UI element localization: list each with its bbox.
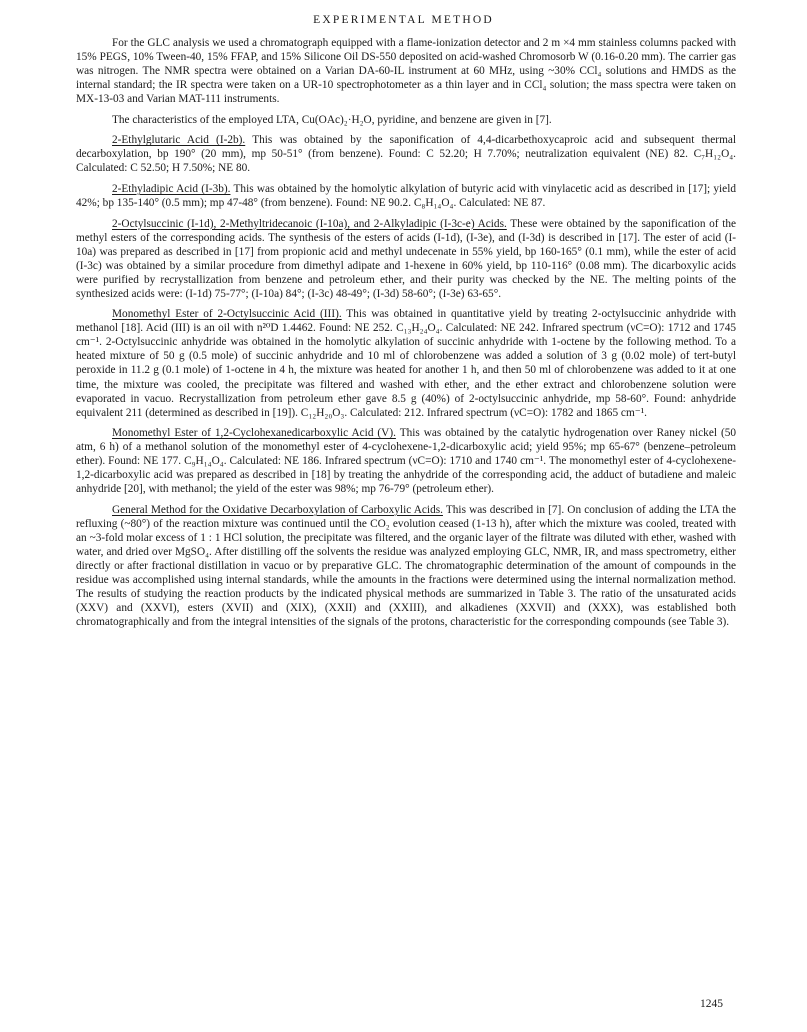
paragraph-title: 2-Ethylglutaric Acid (I-2b).	[112, 134, 246, 147]
paragraph-text: The characteristics of the employed LTA, Cu(OAc)₂·H₂O, pyridine, and benzene are given in [7].	[112, 113, 552, 126]
paragraph-glc-analysis	[76, 36, 736, 106]
paragraph-monomethyl-ester-cyclohexane	[76, 426, 736, 496]
paragraph-text: This was obtained by the saponification of 4,4-dicarbethoxycaproic acid and subsequent thermal decarboxylation, bp 190° (20 mm), mp 50-51° (from benzene). Found: C 52.20; H 7.70%; neutralization equivalent (NE) 82. C₇H₁₂O₄. Calculated: C 52.50; H 7.50%; NE 80.	[76, 134, 737, 175]
section-heading: EXPERIMENTAL METHOD	[313, 14, 494, 26]
paragraph-title: Monomethyl Ester of 1,2-Cyclohexanedicarboxylic Acid (V).	[112, 427, 396, 440]
paragraph-title: 2-Ethyladipic Acid (I-3b).	[112, 182, 231, 195]
paragraph-title: 2-Octylsuccinic (I-1d), 2-Methyltridecanoic (I-10a), and 2-Alkyladipic (I-3c-e) Acids.	[112, 217, 507, 230]
paragraph-text: This was described in [7]. On conclusion of adding the LTA the refluxing (~80°) of the reaction mixture was continued until the CO₂ evolution ceased (1-13 h), after which the mixture was cooled, treated with an ~3-fold molar excess of 1 : 1 HCl solution, the precipitate was filtered, and the organic layer of the filtrate was diluted with ether, washed with water, and dried over MgSO₄. After distilling off the solvents the residue was analyzed employing GLC, NMR, IR, and mass spectrometry, either directly or after fractional distillation in vacuo or by preparative GLC. The chromatographic determination of the amount of compounds in the residue was accomplished using internal standards, while the amounts in the fractions were determined using the internal normalization method. The results of studying the reaction products by the indicated physical methods are summarized in Table 3. The ratio of the unsaturated acids (XXV) and (XXVI), esters (XVII) and (XIX), (XXII) and (XXIII), and alkadienes (XXVII) and (XXX), was established both chromatographically and from the integral intensities of the signals of the protons, characteristic for the corresponding compounds (see Table 3).	[76, 503, 736, 629]
paragraph-octylsuccinic-acids	[76, 217, 736, 301]
paragraph-reagents	[76, 113, 736, 127]
paragraph-general-method	[76, 503, 736, 629]
body-text	[76, 36, 736, 636]
paragraph-ethyladipic-acid	[76, 182, 736, 210]
paragraph-text: These were obtained by the saponification of the methyl esters of the corresponding acids. The synthesis of the esters of acids (I-1d), (I-3e), and (I-3d) is described in [17]. The ester of acid (I-10a) was prepared as described in [17] from propionic acid and methyl undecenate in 55% yield, bp 160-165° (0.1 mm), while the ester of acid (I-3c) was obtained by a similar procedure from dimethyl adipate and 1-hexene in 60% yield, bp 110-116° (0.08 mm). The dicarboxylic acids were purified by recrystallization from benzene and petroleum ether, and their purity was checked by the NE. The melting points of the synthesized acids were: (I-1d) 75-77°; (I-10a) 84°; (I-3c) 48-49°; (I-3d) 58-60°; (I-3e) 63-65°.	[76, 217, 736, 300]
paragraph-text: This was obtained by the homolytic alkylation of butyric acid with vinylacetic acid as described in [17]; yield 42%; bp 135-140° (0.5 mm); mp 47-48° (from benzene). Found: NE 90.2. C₈H₁₄O₄. Calculated: NE 87.	[76, 182, 736, 209]
paragraph-title: Monomethyl Ester of 2-Octylsuccinic Acid (III).	[112, 308, 342, 321]
paragraph-text: For the GLC analysis we used a chromatograph equipped with a flame-ionization detector and 2 m ×4 mm stainless columns packed with 15% PEGS, 10% Tween-40, 15% FFAP, and 15% Silicone Oil DS-550 deposited on acid-washed Chromosorb W (0.16-0.20 mm). The carrier gas was nitrogen. The NMR spectra were obtained on a Varian DA-60-IL instrument at 60 MHz, using ~30% CCl₄ solutions and HMDS as the internal standard; the IR spectra were taken on a UR-10 spectrophotometer as a thin layer and in CCl₄ solution; the mass spectra were taken on MX-13-03 and Varian MAT-111 instruments.	[76, 37, 736, 106]
paragraph-ethylglutaric-acid	[76, 133, 736, 175]
paragraph-title: General Method for the Oxidative Decarboxylation of Carboxylic Acids.	[112, 503, 443, 516]
paragraph-text: This was obtained in quantitative yield by treating 2-octylsuccinic anhydride with methanol [18]. Acid (III) is an oil with n²⁰D 1.4462. Found: NE 252. C₁₃H₂₄O₄. Calculated: NE 242. Infrared spectrum (νC=O): 1712 and 1745 cm⁻¹. 2-Octylsuccinic anhydride was obtained in the homolytic alkylation of succinic anhydride with 1-octene by the following method. To a heated mixture of 50 g (0.5 mole) of succinic anhydride and 10 ml of chlorobenzene was added a solution of 3 g (0.02 mole) of tert-butyl peroxide in 11.2 g (0.1 mole) of 1-octene in 4 h, the mixture was heated for another 1 h, and then 50 ml of chlorobenzene was added to it at one time, the mixture was cooled, the precipitate was filtered and washed with ether, and the ether extract and chlorobenzene solution were evaporated in vacuo. Recrystallization from petroleum ether gave 8.5 g (40%) of 2-octylsuccinic anhydride, mp 58-60°. Found: anhydride equivalent 211 (determined as described in [19]). C₁₂H₂₀O₃. Calculated: 212. Infrared spectrum (νC=O): 1782 and 1865 cm⁻¹.	[76, 308, 736, 419]
paragraph-monomethyl-ester-octylsuccinic	[76, 307, 736, 419]
paragraph-text: This was obtained by the catalytic hydrogenation over Raney nickel (50 atm, 6 h) of a methanol solution of the monomethyl ester of 4-cyclohexene-1,2-dicarboxylic acid; yield 95%; mp 65-67° (benzene–petroleum ether). Found: NE 177. C₉H₁₄O₄. Calculated: NE 186. Infrared spectrum (νC=O): 1710 and 1740 cm⁻¹. The monomethyl ester of 4-cyclohexene-1,2-dicarboxylic acid was prepared as described in [18] by treating the anhydride of the corresponding acid, the adduct of butadiene and maleic anhydride [20], with methanol; the yield of the ester was 98%; mp 76-79° (petroleum ether).	[76, 427, 736, 496]
page-number: 1245	[700, 998, 723, 1010]
